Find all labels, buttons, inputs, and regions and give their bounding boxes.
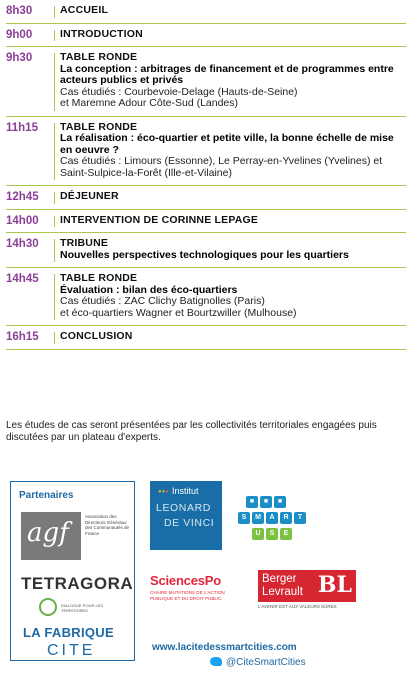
- smart-letter-tile: R: [280, 512, 292, 524]
- schedule-row: [6, 326, 406, 350]
- agf-logo: agf: [21, 512, 81, 560]
- session-subtitle: La conception : arbitrages de financement et de programmes entre acteurs publics et privés: [60, 62, 394, 86]
- schedule-time: 8h30: [6, 5, 33, 17]
- smart-use-icon-tile: ■: [260, 496, 272, 508]
- agf-description: Association des Directeurs Généraux des Communautés de France: [85, 514, 130, 536]
- schedule-time: 9h30: [6, 52, 33, 64]
- smart-letter-tile: S: [238, 512, 250, 524]
- schedule-time: 14h45: [6, 273, 39, 285]
- schedule-time: 16h15: [6, 331, 39, 343]
- tetragora-tagline: DIALOGUE POUR LES TERRITOIRES: [61, 603, 104, 613]
- session-title: TABLE RONDE: [60, 272, 138, 284]
- schedule-content: [60, 122, 406, 186]
- session-subtitle: La réalisation : éco-quartier et petite ville, la bonne échelle de mise en oeuvre ?: [60, 132, 394, 156]
- session-detail: Cas étudiés : Limours (Essonne), Le Perray-en-Yvelines (Yvelines) et Saint-Sulpice-la-Forêt (Ille-et-Vilaine): [60, 155, 383, 179]
- session-title: TRIBUNE: [60, 237, 109, 249]
- schedule-divider: [54, 192, 55, 204]
- tetragora-circle-icon: [39, 598, 57, 616]
- session-detail: et Maremne Adour Côte-Sud (Landes): [60, 97, 239, 109]
- use-letter-tile: E: [280, 528, 292, 540]
- schedule-row: [6, 0, 406, 24]
- fabrique-logo-line2: CITE: [47, 642, 96, 659]
- schedule-content: [60, 273, 406, 325]
- session-subtitle: Nouvelles perspectives technologiques pour les quartiers: [60, 248, 349, 261]
- schedule-content: [60, 191, 406, 209]
- smart-letter-tile: M: [252, 512, 264, 524]
- session-title: TABLE RONDE: [60, 120, 138, 133]
- schedule-time: 14h00: [6, 214, 39, 227]
- schedule-time: 12h45: [6, 191, 39, 203]
- smart-use-icon-tile: ■: [274, 496, 286, 508]
- schedule-divider: [54, 123, 55, 181]
- session-subtitle: Évaluation : bilan des éco-quartiers: [60, 283, 238, 296]
- session-title: INTERVENTION DE CORINNE LEPAGE: [60, 213, 259, 226]
- partners-box: [10, 481, 135, 661]
- schedule-time: 14h30: [6, 238, 39, 250]
- session-title: ACCUEIL: [60, 4, 109, 16]
- smart-use-logo: [238, 496, 318, 548]
- schedule-divider: [54, 53, 55, 111]
- schedule-row: [6, 117, 406, 187]
- schedule-row: [6, 186, 406, 210]
- schedule-divider: [54, 239, 55, 262]
- schedule-divider: [54, 6, 55, 18]
- schedule-divider: [54, 30, 55, 42]
- schedule-row: [6, 47, 406, 117]
- schedule-content: [60, 52, 406, 116]
- berger-tagline: L'AVENIR EST AUX VALEURS SÛRES: [258, 604, 337, 609]
- schedule-content: [60, 238, 406, 267]
- use-letter-tile: S: [266, 528, 278, 540]
- session-detail: Cas étudiés : Courbevoie-Delage (Hauts-de-Seine): [60, 85, 298, 98]
- website-link[interactable]: www.lacitedessmartcities.com: [152, 642, 297, 653]
- schedule-row: [6, 268, 406, 326]
- twitter-bird-icon: [210, 657, 222, 666]
- tetragora-logo: TETRAGORA: [21, 574, 134, 593]
- schedule-row: [6, 233, 406, 268]
- schedule-divider: [54, 332, 55, 344]
- schedule-row: [6, 24, 406, 48]
- schedule-content: [60, 5, 406, 23]
- session-detail: Cas étudiés : ZAC Clichy Batignolles (Paris): [60, 295, 265, 307]
- schedule-time: 9h00: [6, 28, 33, 41]
- session-title: INTRODUCTION: [60, 27, 143, 40]
- leonard-dots-icon: ●●●: [158, 489, 169, 495]
- partners-title: Partenaires: [19, 490, 74, 501]
- schedule-row: [6, 210, 406, 234]
- session-title: TABLE RONDE: [60, 51, 138, 63]
- smart-letter-tile: T: [294, 512, 306, 524]
- schedule-content: [60, 29, 406, 47]
- schedule-content: [60, 215, 406, 233]
- session-detail: et éco-quartiers Wagner et Bourtzwiller (Mulhouse): [60, 306, 297, 319]
- twitter-handle[interactable]: @CiteSmartCities: [210, 657, 306, 668]
- leonard-de-vinci-logo: ●●● Institut LEONARD DE VINCI: [150, 481, 222, 550]
- fabrique-logo-line1: LA FABRIQUE: [23, 625, 114, 640]
- smart-use-icon-tile: ■: [246, 496, 258, 508]
- schedule-divider: [54, 274, 55, 320]
- session-title: CONCLUSION: [60, 330, 133, 342]
- smart-letter-tile: A: [266, 512, 278, 524]
- schedule-time: 11h15: [6, 121, 38, 134]
- case-study-note: Les études de cas seront présentées par les collectivités territoriales engagées puis discutées par un plateau d'experts.: [6, 420, 377, 443]
- schedule-divider: [54, 216, 55, 228]
- use-letter-tile: U: [252, 528, 264, 540]
- sciencespo-logo: SciencesPo CHAIRE MUTATIONS DE L'ACTION PUBLIQUE ET DU DROIT PUBLIC: [150, 573, 225, 601]
- program-schedule: [6, 0, 406, 350]
- berger-levrault-logo: Berger Levrault BL: [258, 570, 356, 602]
- schedule-content: [60, 331, 406, 349]
- session-title: DÉJEUNER: [60, 190, 119, 202]
